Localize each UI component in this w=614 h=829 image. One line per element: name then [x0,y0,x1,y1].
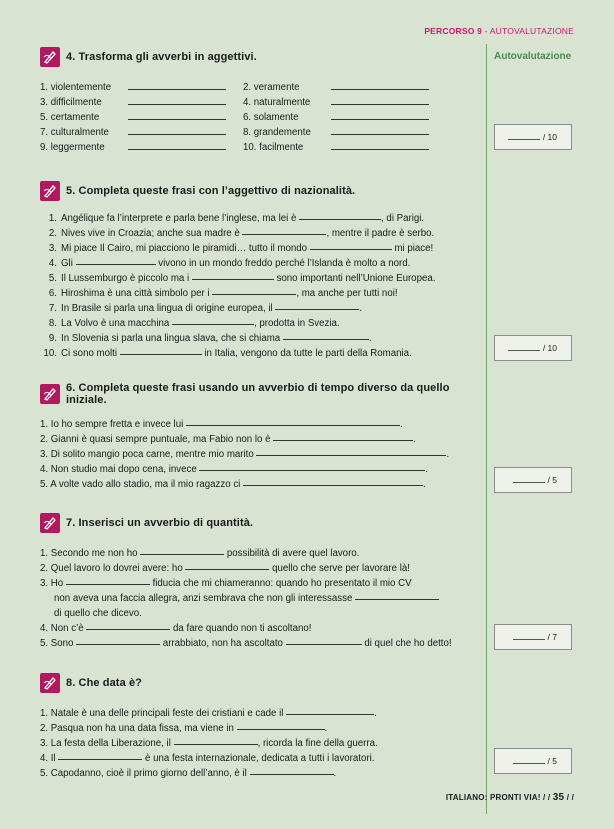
answer-blank[interactable] [140,554,224,555]
answer-blank[interactable] [128,119,226,120]
answer-blank[interactable] [286,714,374,715]
list-item: 3. La festa della Liberazione, il , ricorda la fine della guerra. [40,738,378,749]
answer-blank[interactable] [199,470,425,471]
exercise-5 [40,180,480,361]
list-item: 1. Io ho sempre fretta e invece lui . [40,419,403,430]
list-item: 10. Ci sono molti in Italia, vengono da tutte le parti della Romania. [43,348,412,359]
list-item: 7. In Brasile si parla una lingua di origine europea, il . [48,303,363,314]
answer-blank[interactable] [331,119,429,120]
list-item: 4. Non studio mai dopo cena, invece . [40,464,429,475]
list-item: 5. certamente [40,110,240,125]
list-item: 4. naturalmente [243,95,443,110]
list-item: 2. Gianni è quasi sempre puntuale, ma Fabio non lo è . [40,434,416,445]
page-footer [446,792,574,803]
list-item: 2. veramente [243,80,443,95]
list-item: 3. difficilmente [40,95,240,110]
page-header [424,26,574,36]
footer-slashes-right: / / [566,793,574,802]
sidebar-divider [486,44,487,814]
exercise-8-title: 8. Che data è? [66,677,142,689]
answer-blank[interactable] [192,279,274,280]
list-item: 9. leggermente [40,140,240,155]
answer-blank[interactable] [186,425,400,426]
exercise-4 [40,46,480,155]
header-topic: AUTOVALUTAZIONE [489,26,574,36]
answer-blank[interactable] [243,485,423,486]
answer-blank[interactable] [250,774,334,775]
answer-blank[interactable] [331,149,429,150]
answer-blank[interactable] [128,149,226,150]
answer-blank[interactable] [76,264,156,265]
answer-blank[interactable] [242,234,326,235]
list-item: non aveva una faccia allegra, anzi sembrava che non gli interessasse [40,591,480,606]
answer-blank[interactable] [299,219,381,220]
score-box-8[interactable]: / 5 [494,748,572,774]
list-item: 3. Di solito mangio poca carne, mentre mio marito . [40,449,450,460]
pencil-exercise-icon [40,384,60,404]
exercise-6 [40,383,480,492]
answer-blank[interactable] [120,354,202,355]
list-item: 5. Capodanno, cioè il primo giorno dell’anno, è il . [40,768,337,779]
answer-blank[interactable] [128,134,226,135]
score-box-5[interactable]: / 10 [494,335,572,361]
exercise-4-title: 4. Trasforma gli avverbi in aggettivi. [66,51,257,63]
list-item: 2. Nives vive in Croazia; anche sua madre è , mentre il padre è serbo. [48,228,435,239]
exercise-8 [40,672,480,781]
list-item: 5. Il Lussemburgo è piccolo ma i sono importanti nell’Unione Europea. [48,273,436,284]
answer-blank[interactable] [355,599,439,600]
exercise-7-title: 7. Inserisci un avverbio di quantità. [66,517,254,529]
answer-blank[interactable] [331,104,429,105]
list-item: 5. Sono arrabbiato, non ha ascoltato di quel che ho detto! [40,638,452,649]
answer-blank[interactable] [172,324,254,325]
book-title: ITALIANO: PRONTI VIA! [445,793,541,802]
score-box-6[interactable]: / 5 [494,467,572,493]
answer-blank[interactable] [185,569,269,570]
list-item: 1. Secondo me non ho possibilità di avere quel lavoro. [40,548,360,559]
list-item: 4. Il è una festa internazionale, dedicata a tutti i lavoratori. [40,753,375,764]
pencil-exercise-icon [40,47,60,67]
answer-blank[interactable] [174,744,258,745]
list-item: 2. Pasqua non ha una data fissa, ma viene in . [40,723,328,734]
list-item: di quello che dicevo. [54,608,142,619]
sidebar-title: Autovalutazione [494,51,572,62]
exercise-7 [40,512,480,651]
list-item: 1. Angélique fa l’interprete e parla bene l’inglese, ma lei è , di Parigi. [48,213,425,224]
footer-slashes-left: / / [543,793,551,802]
list-item: 1. violentemente [40,80,240,95]
header-chapter: PERCORSO 9 [424,26,483,36]
answer-blank[interactable] [286,644,362,645]
pencil-exercise-icon [40,181,60,201]
answer-blank[interactable] [273,440,413,441]
score-box-7[interactable]: / 7 [494,624,572,650]
answer-blank[interactable] [76,644,160,645]
list-item: 10. facilmente [243,140,443,155]
answer-blank[interactable] [283,339,369,340]
pencil-exercise-icon [40,513,60,533]
list-item: 6. Hiroshima è una città simbolo per i , ma anche per tutti noi! [48,288,398,299]
answer-blank[interactable] [331,134,429,135]
list-item: 4. Gli vivono in un mondo freddo perché l’Islanda è molto a nord. [48,258,411,269]
score-box-4[interactable]: / 10 [494,124,572,150]
answer-blank[interactable] [128,104,226,105]
answer-blank[interactable] [58,759,142,760]
answer-blank[interactable] [86,629,170,630]
list-item: 5. A volte vado allo stadio, ma il mio ragazzo ci . [40,479,426,490]
answer-blank[interactable] [237,729,325,730]
answer-blank[interactable] [128,89,226,90]
answer-blank[interactable] [275,309,359,310]
pencil-exercise-icon [40,673,60,693]
list-item: 3. Ho fiducia che mi chiameranno: quando ho presentato il mio CV [40,578,412,589]
list-item: 7. culturalmente [40,125,240,140]
exercise-5-title: 5. Completa queste frasi con l’aggettivo di nazionalità. [66,185,356,197]
exercise-6-title: 6. Completa queste frasi usando un avverbio di tempo diverso da quello iniziale. [66,382,450,406]
answer-blank[interactable] [310,249,392,250]
answer-blank[interactable] [212,294,296,295]
list-item: 6. solamente [243,110,443,125]
list-item: 8. grandemente [243,125,443,140]
list-item: 8. La Volvo è una macchina , prodotta in Svezia. [48,318,340,329]
page-number: 35 [552,792,565,803]
list-item: 1. Natale è una delle principali feste dei cristiani e cade il . [40,708,377,719]
list-item: 9. In Slovenia si parla una lingua slava, che si chiama . [48,333,372,344]
header-separator: - [482,26,490,36]
answer-blank[interactable] [331,89,429,90]
list-item: 2. Quel lavoro lo dovrei avere: ho quello che serve per lavorare là! [40,563,410,574]
answer-blank[interactable] [256,455,446,456]
list-item: 3. Mi piace Il Cairo, mi piacciono le piramidi… tutto il mondo mi piace! [48,243,434,254]
answer-blank[interactable] [66,584,150,585]
list-item: 4. Non c’è da fare quando non ti ascoltano! [40,623,312,634]
